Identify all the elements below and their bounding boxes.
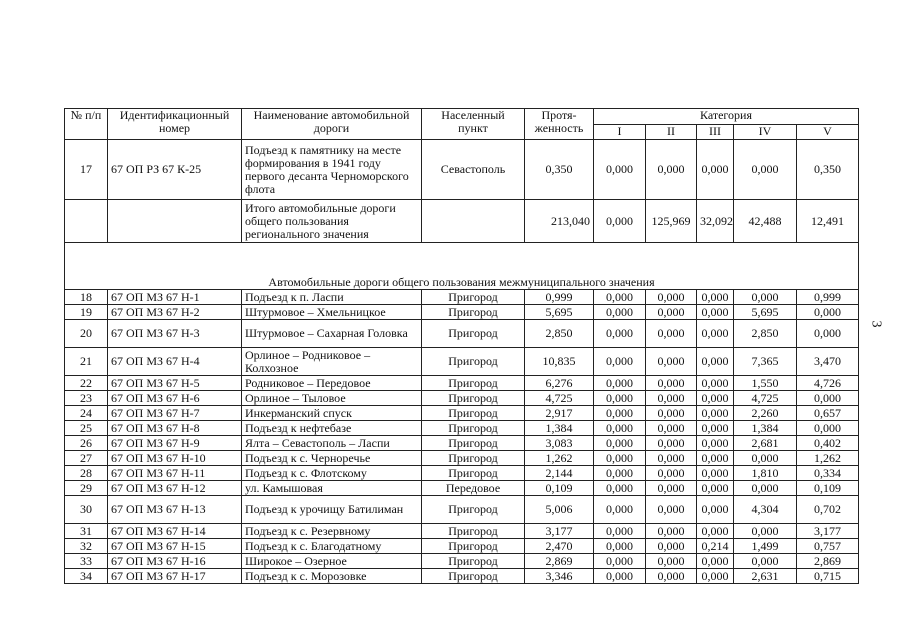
cell-length: 0,350 [525, 140, 594, 200]
cell-cat-5: 0,000 [797, 391, 859, 406]
cell-cat-1: 0,000 [594, 406, 646, 421]
header-cat-4: IV [734, 125, 797, 140]
cell-settlement: Пригород [422, 539, 525, 554]
cell-cat-4: 2,631 [734, 569, 797, 584]
header-name: Наименование автомобильной дороги [242, 109, 422, 140]
cell-cat-5: 3,470 [797, 348, 859, 376]
cell-cat-5: 0,715 [797, 569, 859, 584]
cell-name: Подъезд к с. Благодатному [242, 539, 422, 554]
table-row [65, 524, 859, 539]
cell-id: 67 ОП МЗ 67 Н-12 [108, 481, 242, 496]
cell-cat-1: 0,000 [594, 569, 646, 584]
table-row [65, 466, 859, 481]
cell-length: 3,346 [525, 569, 594, 584]
cell-cat-4: 2,850 [734, 320, 797, 348]
table-header [65, 109, 859, 140]
cell-id: 67 ОП МЗ 67 Н-13 [108, 496, 242, 524]
cell-settlement: Пригород [422, 290, 525, 305]
cell-num: 21 [65, 348, 108, 376]
cell-cat-1: 0,000 [594, 481, 646, 496]
cell-cat-1: 0,000 [594, 539, 646, 554]
cell-cat-4: 0,000 [734, 481, 797, 496]
table-row [65, 320, 859, 348]
table-row [65, 348, 859, 376]
table-row [65, 290, 859, 305]
cell-cat-5: 0,350 [797, 140, 859, 200]
cell-id: 67 ОП МЗ 67 Н-15 [108, 539, 242, 554]
cell-id: 67 ОП МЗ 67 Н-14 [108, 524, 242, 539]
cell-num: 25 [65, 421, 108, 436]
cell-cat-1: 0,000 [594, 524, 646, 539]
cell-name: Инкерманский спуск [242, 406, 422, 421]
cell-cat-1: 0,000 [594, 140, 646, 200]
cell-name: Штурмовое – Сахарная Головка [242, 320, 422, 348]
total-length: 213,040 [525, 200, 594, 243]
cell-id: 67 ОП МЗ 67 Н-9 [108, 436, 242, 451]
cell-cat-4: 0,000 [734, 554, 797, 569]
cell-cat-1: 0,000 [594, 436, 646, 451]
cell-id: 67 ОП МЗ 67 Н-11 [108, 466, 242, 481]
cell-name: Подъезд к с. Черноречье [242, 451, 422, 466]
cell-cat-1: 0,000 [594, 320, 646, 348]
cell-settlement: Пригород [422, 466, 525, 481]
cell-cat-5: 0,702 [797, 496, 859, 524]
cell-cat-5: 3,177 [797, 524, 859, 539]
cell-settlement: Пригород [422, 391, 525, 406]
cell-name: Штурмовое – Хмельницкое [242, 305, 422, 320]
cell-num: 34 [65, 569, 108, 584]
cell-length: 2,917 [525, 406, 594, 421]
cell-cat-1: 0,000 [594, 348, 646, 376]
cell-name: Подъезд к п. Ласпи [242, 290, 422, 305]
header-id: Идентификационный номер [108, 109, 242, 140]
cell-cat-5: 0,109 [797, 481, 859, 496]
cell-cat-2: 0,000 [646, 391, 697, 406]
cell-name: Подъезд к нефтебазе [242, 421, 422, 436]
cell-length: 1,384 [525, 421, 594, 436]
cell-settlement: Пригород [422, 496, 525, 524]
cell-num: 19 [65, 305, 108, 320]
cell-id: 67 ОП МЗ 67 Н-5 [108, 376, 242, 391]
total-row [65, 200, 859, 243]
cell-cat-4: 0,000 [734, 524, 797, 539]
cell-cat-3: 0,000 [697, 391, 734, 406]
cell-cat-2: 0,000 [646, 524, 697, 539]
total-cat-3: 32,092 [697, 200, 734, 243]
table-row [65, 481, 859, 496]
cell-cat-4: 4,304 [734, 496, 797, 524]
cell-num: 31 [65, 524, 108, 539]
table-row [65, 554, 859, 569]
cell-settlement: Севастополь [422, 140, 525, 200]
cell-cat-5: 4,726 [797, 376, 859, 391]
cell-length: 4,725 [525, 391, 594, 406]
cell-settlement: Пригород [422, 554, 525, 569]
cell-cat-3: 0,000 [697, 524, 734, 539]
cell-name: Подъезд к памятнику на месте формирования в 1941 году первого десанта Черноморского флота [242, 140, 422, 200]
cell-cat-3: 0,000 [697, 320, 734, 348]
cell-cat-2: 0,000 [646, 376, 697, 391]
cell-cat-3: 0,000 [697, 290, 734, 305]
cell-empty [65, 200, 108, 243]
cell-num: 18 [65, 290, 108, 305]
table-row [65, 436, 859, 451]
cell-id: 67 ОП МЗ 67 Н-16 [108, 554, 242, 569]
cell-length: 2,869 [525, 554, 594, 569]
cell-cat-2: 0,000 [646, 539, 697, 554]
cell-settlement: Пригород [422, 421, 525, 436]
cell-name: Родниковое – Передовое [242, 376, 422, 391]
cell-cat-3: 0,000 [697, 421, 734, 436]
cell-cat-5: 2,869 [797, 554, 859, 569]
cell-num: 32 [65, 539, 108, 554]
cell-id: 67 ОП МЗ 67 Н-17 [108, 569, 242, 584]
table-row [65, 569, 859, 584]
cell-num: 22 [65, 376, 108, 391]
cell-cat-1: 0,000 [594, 290, 646, 305]
section-title: Автомобильные дороги общего пользования межмуниципального значения [65, 243, 859, 290]
cell-cat-2: 0,000 [646, 496, 697, 524]
cell-cat-4: 7,365 [734, 348, 797, 376]
cell-id: 67 ОП МЗ 67 Н-2 [108, 305, 242, 320]
cell-cat-2: 0,000 [646, 305, 697, 320]
cell-num: 28 [65, 466, 108, 481]
cell-cat-5: 0,402 [797, 436, 859, 451]
cell-id: 67 ОП МЗ 67 Н-4 [108, 348, 242, 376]
cell-cat-4: 0,000 [734, 290, 797, 305]
cell-settlement: Передовое [422, 481, 525, 496]
cell-num: 23 [65, 391, 108, 406]
cell-length: 0,109 [525, 481, 594, 496]
cell-cat-3: 0,000 [697, 451, 734, 466]
cell-cat-3: 0,000 [697, 406, 734, 421]
cell-settlement: Пригород [422, 376, 525, 391]
cell-cat-5: 0,657 [797, 406, 859, 421]
cell-name: Ялта – Севастополь – Ласпи [242, 436, 422, 451]
cell-cat-1: 0,000 [594, 466, 646, 481]
cell-length: 1,262 [525, 451, 594, 466]
cell-cat-4: 1,499 [734, 539, 797, 554]
cell-cat-2: 0,000 [646, 436, 697, 451]
cell-cat-1: 0,000 [594, 391, 646, 406]
cell-length: 3,177 [525, 524, 594, 539]
cell-name: Подъезд к с. Флотскому [242, 466, 422, 481]
table-row [65, 406, 859, 421]
header-length: Протя-женность [525, 109, 594, 140]
cell-name: Подъезд к с. Резервному [242, 524, 422, 539]
table-row-17 [65, 140, 859, 200]
cell-cat-1: 0,000 [594, 554, 646, 569]
cell-length: 0,999 [525, 290, 594, 305]
cell-num: 33 [65, 554, 108, 569]
cell-cat-2: 0,000 [646, 406, 697, 421]
cell-cat-2: 0,000 [646, 348, 697, 376]
cell-num: 20 [65, 320, 108, 348]
cell-settlement: Пригород [422, 406, 525, 421]
cell-cat-3: 0,000 [697, 554, 734, 569]
cell-length: 5,006 [525, 496, 594, 524]
cell-cat-1: 0,000 [594, 421, 646, 436]
cell-cat-5: 0,334 [797, 466, 859, 481]
cell-cat-4: 4,725 [734, 391, 797, 406]
cell-length: 10,835 [525, 348, 594, 376]
section-row [65, 243, 859, 290]
cell-cat-4: 5,695 [734, 305, 797, 320]
cell-cat-5: 1,262 [797, 451, 859, 466]
cell-num: 30 [65, 496, 108, 524]
cell-cat-5: 0,757 [797, 539, 859, 554]
cell-settlement: Пригород [422, 569, 525, 584]
cell-settlement: Пригород [422, 348, 525, 376]
cell-length: 2,850 [525, 320, 594, 348]
cell-cat-4: 0,000 [734, 451, 797, 466]
table-row [65, 391, 859, 406]
header-num: № п/п [65, 109, 108, 140]
cell-name: Подъезд к урочищу Батилиман [242, 496, 422, 524]
cell-cat-4: 1,384 [734, 421, 797, 436]
cell-cat-2: 0,000 [646, 421, 697, 436]
cell-id: 67 ОП МЗ 67 Н-8 [108, 421, 242, 436]
cell-name: Орлиное – Тыловое [242, 391, 422, 406]
cell-cat-3: 0,000 [697, 376, 734, 391]
table-row [65, 305, 859, 320]
total-cat-5: 12,491 [797, 200, 859, 243]
cell-cat-3: 0,000 [697, 496, 734, 524]
cell-cat-4: 0,000 [734, 140, 797, 200]
cell-cat-2: 0,000 [646, 466, 697, 481]
cell-cat-3: 0,000 [697, 481, 734, 496]
table-row [65, 496, 859, 524]
cell-cat-1: 0,000 [594, 496, 646, 524]
cell-cat-2: 0,000 [646, 554, 697, 569]
cell-cat-2: 0,000 [646, 451, 697, 466]
cell-length: 2,470 [525, 539, 594, 554]
cell-length: 3,083 [525, 436, 594, 451]
cell-name: Подъезд к с. Морозовке [242, 569, 422, 584]
cell-cat-3: 0,000 [697, 569, 734, 584]
cell-settlement: Пригород [422, 305, 525, 320]
table-row [65, 539, 859, 554]
cell-settlement: Пригород [422, 320, 525, 348]
cell-cat-2: 0,000 [646, 290, 697, 305]
header-cat-1: I [594, 125, 646, 140]
cell-id: 67 ОП МЗ 67 Н-6 [108, 391, 242, 406]
cell-cat-5: 0,000 [797, 421, 859, 436]
cell-cat-5: 0,999 [797, 290, 859, 305]
page-number: 3 [868, 320, 884, 328]
cell-cat-5: 0,000 [797, 320, 859, 348]
cell-cat-2: 0,000 [646, 320, 697, 348]
cell-id: 67 ОП МЗ 67 Н-3 [108, 320, 242, 348]
cell-length: 6,276 [525, 376, 594, 391]
cell-num: 17 [65, 140, 108, 200]
cell-cat-1: 0,000 [594, 305, 646, 320]
header-category: Категория [594, 109, 859, 125]
cell-cat-3: 0,000 [697, 436, 734, 451]
cell-cat-3: 0,000 [697, 140, 734, 200]
cell-cat-4: 2,681 [734, 436, 797, 451]
roads-table [64, 108, 859, 584]
cell-length: 2,144 [525, 466, 594, 481]
cell-length: 5,695 [525, 305, 594, 320]
cell-num: 29 [65, 481, 108, 496]
table-row [65, 421, 859, 436]
header-cat-5: V [797, 125, 859, 140]
cell-empty [108, 200, 242, 243]
cell-cat-4: 1,550 [734, 376, 797, 391]
cell-cat-2: 0,000 [646, 140, 697, 200]
cell-empty [422, 200, 525, 243]
cell-id: 67 ОП МЗ 67 Н-1 [108, 290, 242, 305]
total-label: Итого автомобильные дороги общего пользования регионального значения [242, 200, 422, 243]
total-cat-4: 42,488 [734, 200, 797, 243]
cell-settlement: Пригород [422, 451, 525, 466]
header-settlement: Населенный пункт [422, 109, 525, 140]
cell-settlement: Пригород [422, 524, 525, 539]
cell-cat-3: 0,214 [697, 539, 734, 554]
cell-cat-4: 1,810 [734, 466, 797, 481]
cell-name: ул. Камышовая [242, 481, 422, 496]
cell-id: 67 ОП МЗ 67 Н-7 [108, 406, 242, 421]
cell-cat-3: 0,000 [697, 305, 734, 320]
cell-cat-1: 0,000 [594, 376, 646, 391]
cell-cat-1: 0,000 [594, 451, 646, 466]
cell-name: Орлиное – Родниковое – Колхозное [242, 348, 422, 376]
cell-cat-2: 0,000 [646, 481, 697, 496]
total-cat-1: 0,000 [594, 200, 646, 243]
cell-settlement: Пригород [422, 436, 525, 451]
cell-cat-2: 0,000 [646, 569, 697, 584]
cell-cat-3: 0,000 [697, 348, 734, 376]
cell-num: 26 [65, 436, 108, 451]
cell-num: 24 [65, 406, 108, 421]
cell-id: 67 ОП МЗ 67 Н-10 [108, 451, 242, 466]
cell-cat-4: 2,260 [734, 406, 797, 421]
header-cat-3: III [697, 125, 734, 140]
cell-name: Широкое – Озерное [242, 554, 422, 569]
table-body [65, 140, 859, 584]
cell-cat-5: 0,000 [797, 305, 859, 320]
table-row [65, 376, 859, 391]
header-cat-2: II [646, 125, 697, 140]
total-cat-2: 125,969 [646, 200, 697, 243]
cell-cat-3: 0,000 [697, 466, 734, 481]
table-row [65, 451, 859, 466]
cell-id: 67 ОП РЗ 67 К-25 [108, 140, 242, 200]
cell-num: 27 [65, 451, 108, 466]
